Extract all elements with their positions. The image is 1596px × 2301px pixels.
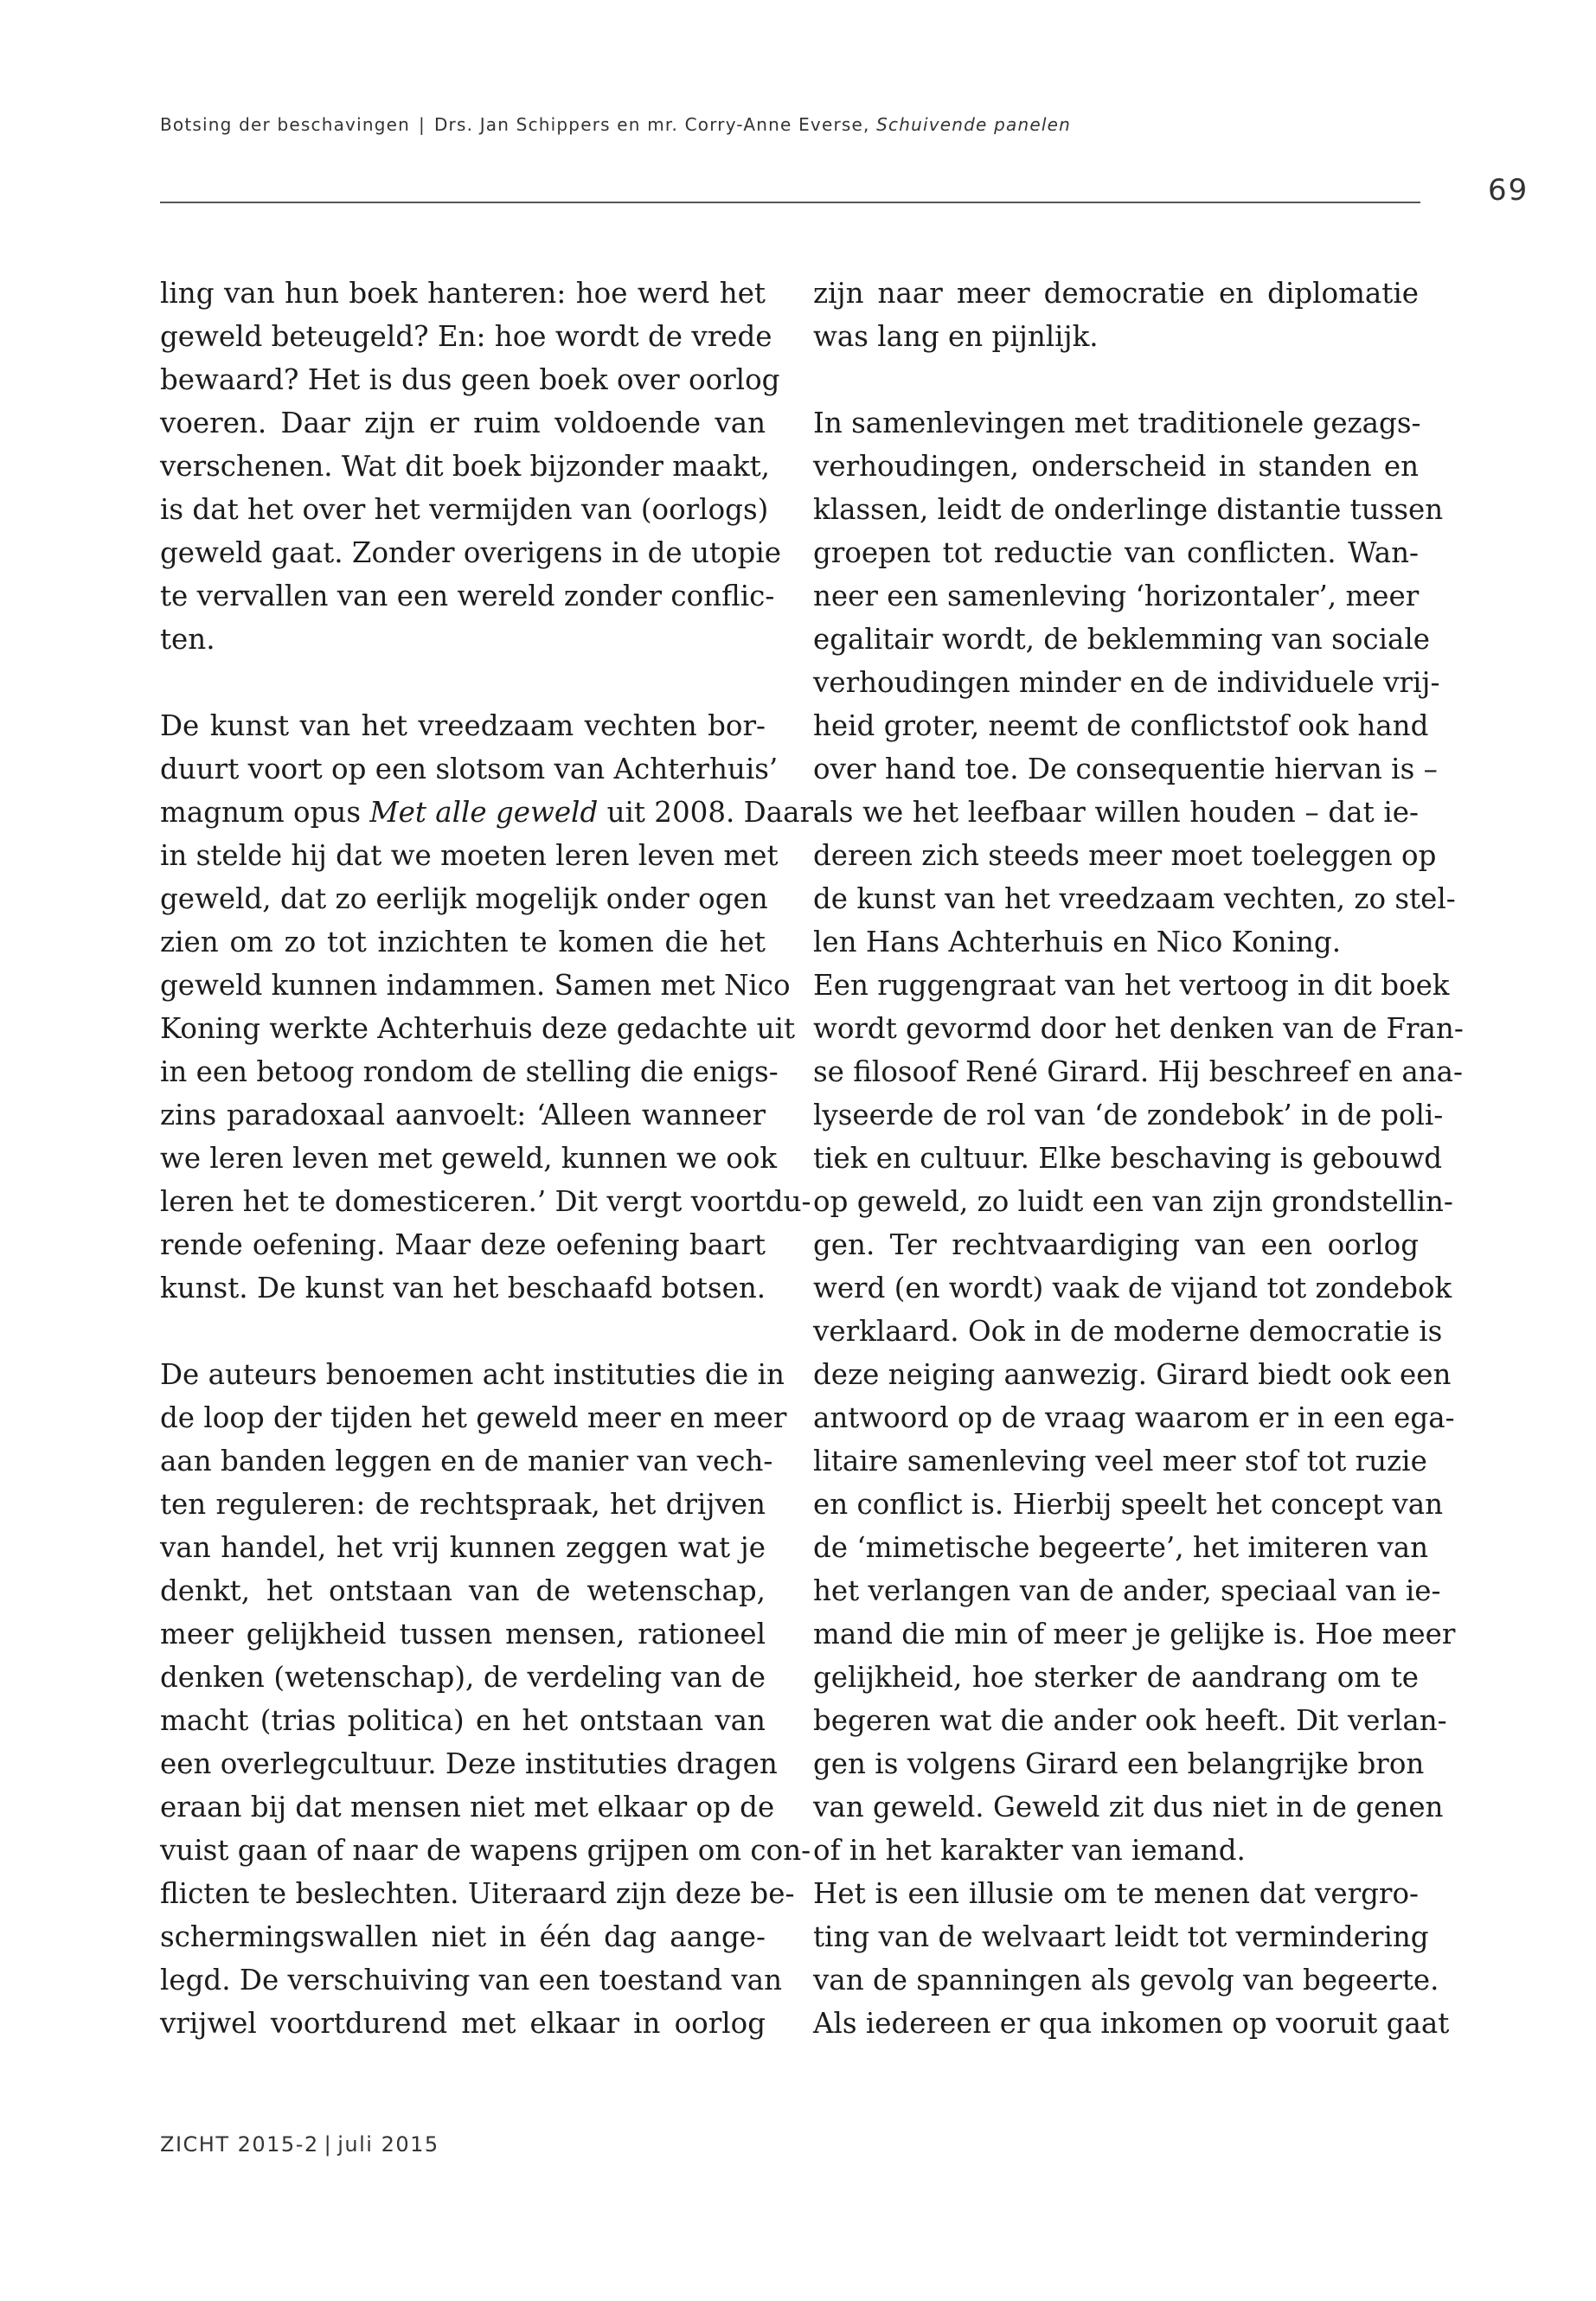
footer-date: juli 2015 [337, 2132, 439, 2157]
text-line [160, 401, 766, 445]
text-line [813, 1829, 1419, 1872]
text-line-content: klassen, leidt de onderlinge distantie tussen [813, 493, 1444, 526]
text-line [813, 1612, 1456, 1656]
text-line-content: in stelde hij dat we moeten leren leven met [160, 839, 779, 872]
text-line-content: was lang en pijnlijk. [813, 320, 1099, 353]
text-line-content: is dat het over het vermijden van (oorlogs) [160, 493, 769, 526]
text-line-content: ten. [160, 623, 215, 656]
text-line-content: te vervallen van een wereld zonder conflic- [160, 580, 775, 612]
text-line-content: gen. Ter rechtvaardiging van een oorlog [813, 1228, 1419, 1261]
text-line [813, 531, 1419, 574]
text-line-content: voeren. Daar zijn er ruim voldoende van [160, 407, 766, 439]
text-line [813, 2002, 1450, 2045]
text-line-content: denken (wetenschap), de verdeling van de [160, 1661, 766, 1694]
text-line-content: begeren wat die ander ook heeft. Dit verlan- [813, 1704, 1447, 1737]
text-line-content: duurt voort op een slotsom van Achterhuis’ [160, 753, 779, 785]
text-line-content: deze neiging aanwezig. Girard biedt ook een [813, 1358, 1452, 1391]
text-line [160, 1353, 785, 1396]
text-line [160, 1612, 766, 1656]
text-line [160, 1093, 766, 1137]
text-line-content: bewaard? Het is dus geen boek over oorlog [160, 363, 780, 396]
text-line [813, 920, 1419, 964]
text-line-content: vrijwel voortdurend met elkaar in oorlog [160, 2007, 766, 2040]
text-line [160, 1396, 787, 1439]
text-line-content: geweld kunnen indammen. Samen met Nico [160, 969, 791, 1002]
text-line [160, 1439, 773, 1483]
text-line-content: we leren leven met geweld, kunnen we ook [160, 1142, 778, 1175]
text-line [813, 1223, 1419, 1266]
text-line-content: geweld beteugeld? En: hoe wordt de vrede [160, 320, 772, 353]
text-line [813, 1396, 1455, 1439]
text-line-content: verklaard. Ook in de moderne democratie is [813, 1315, 1443, 1348]
text-line [160, 1180, 811, 1223]
text-line-content: De auteurs benoemen acht instituties die in [160, 1358, 785, 1391]
text-line [160, 791, 823, 834]
text-line [160, 1872, 795, 1915]
text-line-content: gelijkheid, hoe sterker de aandrang om te [813, 1661, 1419, 1694]
text-line-content: de loop der tijden het geweld meer en meer [160, 1401, 787, 1434]
text-line-content: heid groter, neemt de conflictstof ook hand [813, 709, 1429, 742]
article-title: Schuivende panelen [876, 114, 1071, 135]
text-line [813, 1137, 1443, 1180]
text-line-content: van geweld. Geweld zit dus niet in de genen [813, 1791, 1444, 1823]
text-line [813, 1266, 1452, 1310]
page-footer [160, 2132, 439, 2157]
text-line [813, 791, 1419, 834]
text-line [160, 1742, 778, 1785]
text-line [160, 747, 779, 791]
text-line-content: geweld, dat zo eerlijk mogelijk onder ogen [160, 882, 768, 915]
text-line-content: de kunst van het vreedzaam vechten, zo stel- [813, 882, 1456, 915]
text-line-content: ting van de welvaart leidt tot vermindering [813, 1920, 1429, 1953]
text-line [813, 1785, 1444, 1829]
text-line-content: schermingswallen niet in één dag aange- [160, 1920, 766, 1953]
text-line-content: aan banden leggen en de manier van vech- [160, 1445, 773, 1477]
page-number: 69 [1488, 173, 1529, 208]
journal-section: Botsing der beschavingen [160, 114, 410, 135]
text-line-content: zien om zo tot inzichten te komen die het [160, 926, 766, 958]
header-separator: | [418, 114, 426, 135]
text-line [160, 1137, 778, 1180]
text-line [160, 1915, 766, 1958]
text-line-content: wordt gevormd door het denken van de Fran- [813, 1012, 1464, 1045]
text-line-content: se filosoof René Girard. Hij beschreef en ana- [813, 1055, 1464, 1088]
text-line [813, 877, 1456, 920]
text-line [813, 445, 1419, 488]
text-line-content: Een ruggengraat van het vertoog in dit boek [813, 969, 1450, 1002]
text-line-content: In samenlevingen met traditionele gezags- [813, 407, 1421, 439]
text-line-content: meer gelijkheid tussen mensen, rationeel [160, 1618, 766, 1650]
book-title-italic: Met alle geweld [369, 796, 599, 829]
text-line [813, 1310, 1443, 1353]
text-line-content: lyseerde de rol van ‘de zondebok’ in de poli- [813, 1099, 1444, 1131]
text-line [160, 315, 772, 358]
left-text-column [160, 272, 823, 2045]
text-line-content: geweld gaat. Zonder overigens in de utopie [160, 536, 781, 569]
text-line-content: het verlangen van de ander, speciaal van ie- [813, 1574, 1441, 1607]
text-line [160, 445, 770, 488]
text-line-content: gen is volgens Girard een belangrijke bron [813, 1747, 1425, 1780]
text-line-content: van de spanningen als gevolg van begeerte. [813, 1964, 1439, 1997]
text-line [813, 964, 1450, 1007]
text-line-content: of in het karakter van iemand. [813, 1834, 1246, 1867]
text-line [160, 531, 781, 574]
header-rule [160, 202, 1420, 203]
text-line-content: Als iedereen er qua inkomen op vooruit gaat [813, 2007, 1450, 2040]
text-line-content: verhoudingen minder en de individuele vrij- [813, 666, 1440, 699]
text-line-content: mand die min of meer je gelijke is. Hoe meer [813, 1618, 1456, 1650]
footer-issue: ZICHT 2015-2 [160, 2132, 319, 2157]
text-line [813, 488, 1444, 531]
text-line [813, 704, 1429, 747]
text-line [813, 1483, 1443, 1526]
text-line-content: flicten te beslechten. Uiteraard zijn deze be- [160, 1877, 795, 1910]
text-line-content: op geweld, zo luidt een van zijn grondstellin- [813, 1185, 1453, 1218]
running-header [160, 114, 1071, 135]
paragraph-gap [160, 1310, 766, 1353]
text-line [160, 358, 780, 401]
text-line-content: denkt, het ontstaan van de wetenschap, [160, 1574, 766, 1607]
text-line-content: tiek en cultuur. Elke beschaving is gebouwd [813, 1142, 1443, 1175]
text-line [813, 1093, 1444, 1137]
text-line-continuation: uit 2008. Daar- [598, 796, 823, 829]
text-line [813, 1050, 1464, 1093]
text-line [813, 618, 1431, 661]
text-line-content: de ‘mimetische begeerte’, het imiteren van [813, 1531, 1429, 1564]
text-line [813, 661, 1440, 704]
text-line-content: macht (trias politica) en het ontstaan van [160, 1704, 766, 1737]
text-line [160, 704, 766, 747]
text-line [160, 1050, 779, 1093]
text-line [813, 747, 1438, 791]
text-line [813, 1742, 1425, 1785]
text-line-content: antwoord op de vraag waarom er in een ega- [813, 1401, 1455, 1434]
text-line-content: Koning werkte Achterhuis deze gedachte uit [160, 1012, 796, 1045]
text-line [160, 1007, 796, 1050]
text-line [813, 1569, 1441, 1612]
text-line-content: eraan bij dat mensen niet met elkaar op de [160, 1791, 775, 1823]
text-line [160, 834, 779, 877]
text-line [813, 1656, 1419, 1699]
text-line [813, 834, 1437, 877]
article-authors: Drs. Jan Schippers en mr. Corry-Anne Everse, [433, 114, 870, 135]
text-line-content: egalitair wordt, de beklemming van sociale [813, 623, 1431, 656]
text-line [160, 964, 791, 1007]
text-line-content: groepen tot reductie van conflicten. Wan- [813, 536, 1419, 569]
text-line [813, 401, 1419, 445]
text-line-content: dereen zich steeds meer moet toeleggen op [813, 839, 1437, 872]
text-line [813, 1699, 1447, 1742]
text-line-content: len Hans Achterhuis en Nico Koning. [813, 926, 1342, 958]
text-line [813, 1439, 1427, 1483]
text-line [813, 1958, 1439, 2002]
text-line-content: kunst. De kunst van het beschaafd botsen. [160, 1272, 766, 1304]
text-line-content: litaire samenleving veel meer stof tot ruzie [813, 1445, 1427, 1477]
text-line [160, 2002, 766, 2045]
text-line [160, 1829, 811, 1872]
text-line [813, 1353, 1452, 1396]
text-line-content: zijn naar meer democratie en diplomatie [813, 277, 1419, 310]
text-line [160, 574, 775, 618]
text-line [160, 1266, 766, 1310]
text-line-content: van handel, het vrij kunnen zeggen wat je [160, 1531, 766, 1564]
text-line-content: rende oefening. Maar deze oefening baart [160, 1228, 766, 1261]
text-line [813, 574, 1419, 618]
text-line [160, 877, 766, 920]
text-line-content: vuist gaan of naar de wapens grijpen om con- [160, 1834, 811, 1867]
paragraph-gap [160, 661, 766, 704]
right-text-column [813, 272, 1464, 2045]
text-line [160, 1699, 766, 1742]
text-line-content: een overlegcultuur. Deze instituties dragen [160, 1747, 778, 1780]
text-line [813, 272, 1419, 315]
text-line-content: neer een samenleving ‘horizontaler’, meer [813, 580, 1420, 612]
text-line-content: magnum opus [160, 796, 370, 829]
footer-separator: | [324, 2132, 333, 2157]
text-line-content: over hand toe. De consequentie hiervan is – [813, 753, 1438, 785]
text-line-content: verhoudingen, onderscheid in standen en [813, 450, 1419, 483]
text-line-content: legd. De verschuiving van een toestand van [160, 1964, 783, 1997]
text-line [160, 1483, 766, 1526]
text-line-content: Het is een illusie om te menen dat vergro- [813, 1877, 1419, 1910]
text-line [160, 618, 766, 661]
text-line-content: leren het te domesticeren.’ Dit vergt voortdu- [160, 1185, 811, 1218]
text-line [813, 1872, 1419, 1915]
text-line [160, 1526, 766, 1569]
text-line [160, 1958, 783, 2002]
text-line-content: en conflict is. Hierbij speelt het concept van [813, 1488, 1443, 1521]
text-line [160, 1785, 775, 1829]
text-line-content: ling van hun boek hanteren: hoe werd het [160, 277, 766, 310]
text-line-content: verschenen. Wat dit boek bijzonder maakt, [160, 450, 770, 483]
text-line-content: werd (en wordt) vaak de vijand tot zondebok [813, 1272, 1452, 1304]
text-line-content: in een betoog rondom de stelling die enigs- [160, 1055, 779, 1088]
text-line [813, 1526, 1429, 1569]
text-line [160, 920, 766, 964]
text-line [160, 272, 766, 315]
text-line-content: zins paradoxaal aanvoelt: ‘Alleen wanneer [160, 1099, 766, 1131]
text-line [160, 1223, 766, 1266]
text-line [813, 1007, 1464, 1050]
text-line [160, 1656, 766, 1699]
text-line-content: ten reguleren: de rechtspraak, het drijven [160, 1488, 766, 1521]
text-line [813, 315, 1419, 358]
text-line [160, 1569, 766, 1612]
text-line-content: De kunst van het vreedzaam vechten bor- [160, 709, 766, 742]
text-line [813, 1180, 1453, 1223]
text-line [813, 1915, 1429, 1958]
paragraph-gap [813, 358, 1419, 401]
text-line-content: als we het leefbaar willen houden – dat ie- [813, 796, 1419, 829]
text-line [160, 488, 769, 531]
